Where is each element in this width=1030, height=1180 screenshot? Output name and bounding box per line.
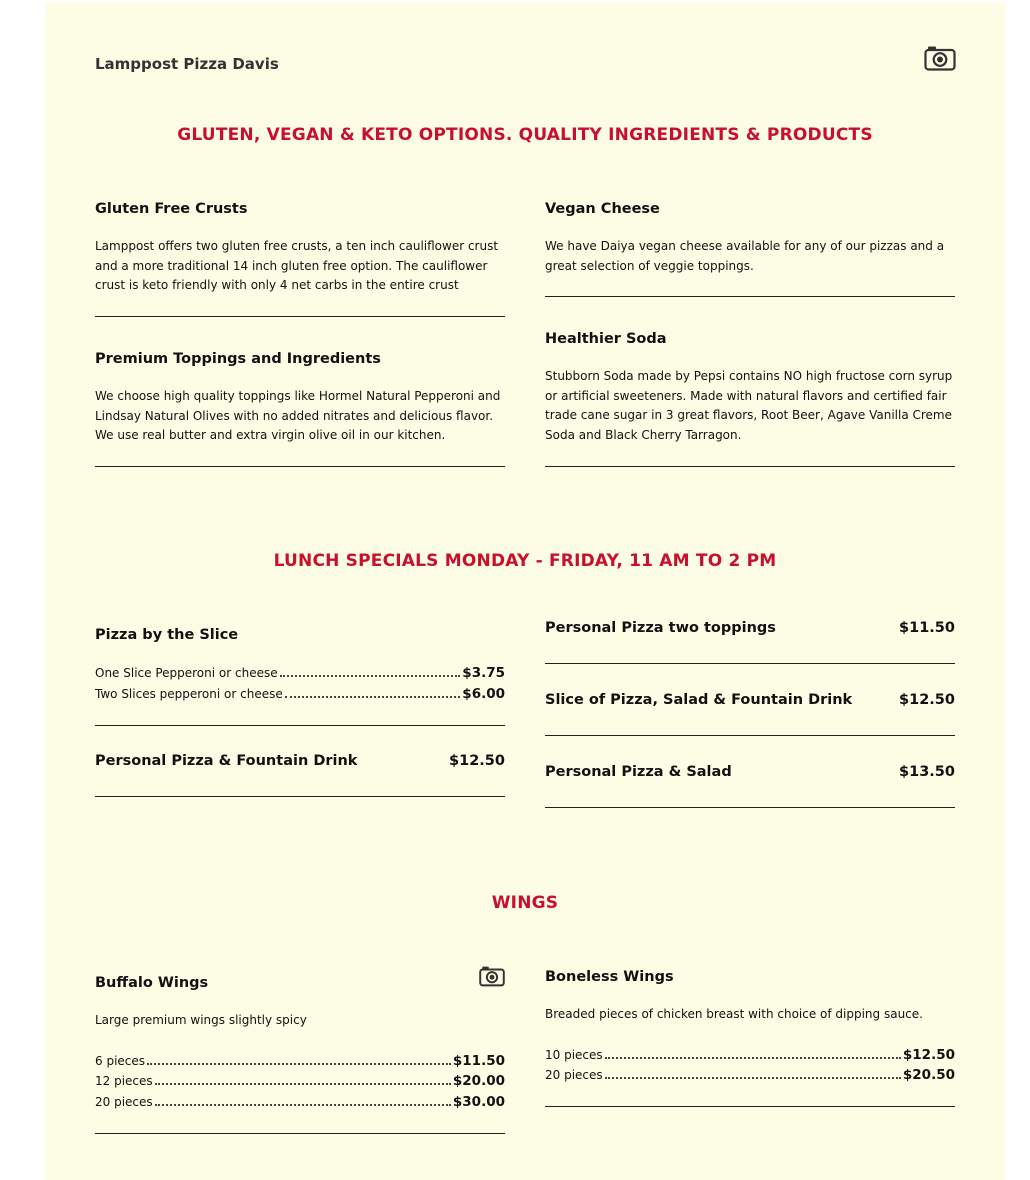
price-label: 12 pieces [95, 1074, 153, 1088]
price-amount: $20.00 [452, 1073, 505, 1089]
price-line [95, 1092, 505, 1113]
menu-item-slice-salad-drink[interactable] [545, 664, 955, 736]
wings-right-column [545, 967, 955, 1107]
dot-leader [605, 1057, 901, 1059]
price-line [95, 684, 505, 705]
item-price: $12.50 [899, 691, 955, 708]
price-label: Two Slices pepperoni or cheese [95, 686, 283, 701]
menu-page [45, 3, 1005, 1180]
menu-item-pizza-by-the-slice[interactable] [95, 625, 505, 726]
menu-item-buffalo-wings[interactable] [95, 973, 505, 1134]
options-left-column [95, 199, 505, 467]
menu-item-premium-toppings[interactable] [95, 349, 505, 467]
item-title: Personal Pizza & Salad [545, 763, 732, 780]
options-right-column [545, 199, 955, 467]
item-title: Slice of Pizza, Salad & Fountain Drink [545, 691, 853, 708]
item-title: Personal Pizza & Fountain Drink [95, 753, 358, 769]
price-amount: $12.50 [902, 1046, 955, 1063]
price-label: One Slice Pepperoni or cheese [95, 666, 278, 680]
price-amount: $20.50 [902, 1067, 955, 1083]
price-line [95, 1051, 505, 1072]
item-title: Buffalo Wings [95, 975, 209, 991]
dot-leader [155, 1083, 451, 1085]
item-title: Vegan Cheese [545, 201, 660, 217]
price-amount: $30.00 [452, 1093, 505, 1110]
item-description: Large premium wings slightly spicy [95, 1013, 307, 1027]
price-line [95, 1071, 505, 1092]
item-title: Boneless Wings [545, 969, 674, 985]
lunch-left-column [95, 625, 505, 797]
item-description: Stubborn Soda made by Pepsi contains NO high fructose corn syrup or artificial sweeteners. Made with natural flavors and certified fair trade cane sugar in 3 great flavors, Root Beer, Agave Vanilla Creme Soda and Black Cherry Tarragon. [545, 369, 953, 442]
menu-item-healthier-soda[interactable] [545, 329, 955, 467]
price-line [545, 1065, 955, 1086]
price-amount: $6.00 [462, 685, 505, 702]
item-title: Gluten Free Crusts [95, 201, 248, 217]
price-label: 20 pieces [95, 1094, 153, 1109]
menu-item-gluten-free-crusts[interactable] [95, 199, 505, 317]
menu-item-personal-pizza-fountain-drink[interactable] [95, 726, 505, 797]
item-price: $12.50 [449, 753, 505, 769]
price-line [95, 663, 505, 684]
price-amount: $3.75 [462, 665, 505, 681]
menu-item-boneless-wings[interactable] [545, 967, 955, 1107]
dot-leader [285, 696, 461, 698]
section-title-lunch-specials: LUNCH SPECIALS MONDAY - FRIDAY, 11 AM TO 2 PM [273, 551, 777, 571]
price-amount: $11.50 [452, 1052, 505, 1069]
camera-icon[interactable] [924, 45, 956, 71]
dot-leader [155, 1104, 451, 1106]
price-label: 6 pieces [95, 1053, 146, 1068]
menu-item-vegan-cheese[interactable] [545, 199, 955, 297]
item-title: Pizza by the Slice [95, 627, 239, 643]
item-price: $13.50 [899, 763, 955, 780]
lunch-right-column [545, 593, 955, 808]
restaurant-name: Lamppost Pizza Davis [95, 55, 279, 73]
item-title: Healthier Soda [545, 331, 667, 347]
item-description: Breaded pieces of chicken breast with choice of dipping sauce. [545, 1007, 923, 1021]
item-description: Lamppost offers two gluten free crusts, a ten inch cauliflower crust and a more traditional 14 inch gluten free option. The cauliflower crust is keto friendly with only 4 net carbs in the entire crust [95, 239, 499, 292]
menu-item-personal-pizza-salad[interactable] [545, 736, 955, 808]
dot-leader [280, 675, 461, 677]
camera-icon[interactable] [479, 965, 505, 987]
item-price: $11.50 [899, 620, 955, 636]
dot-leader [147, 1063, 451, 1065]
dot-leader [605, 1077, 901, 1079]
menu-item-personal-pizza-two-toppings[interactable] [545, 593, 955, 664]
item-title: Personal Pizza two toppings [545, 620, 776, 636]
section-title-wings: WINGS [491, 893, 559, 913]
item-description: We have Daiya vegan cheese available for any of our pizzas and a great selection of veggie toppings. [545, 239, 945, 273]
price-label: 20 pieces [545, 1068, 603, 1082]
wings-left-column [95, 973, 505, 1134]
item-title: Premium Toppings and Ingredients [95, 351, 381, 367]
price-line [545, 1045, 955, 1066]
price-label: 10 pieces [545, 1047, 603, 1062]
item-description: We choose high quality toppings like Hormel Natural Pepperoni and Lindsay Natural Olives with no added nitrates and delicious flavor. We use real butter and extra virgin olive oil in our kitchen. [95, 389, 501, 442]
section-title-options: GLUTEN, VEGAN & KETO OPTIONS. QUALITY INGREDIENTS & PRODUCTS [177, 125, 873, 145]
